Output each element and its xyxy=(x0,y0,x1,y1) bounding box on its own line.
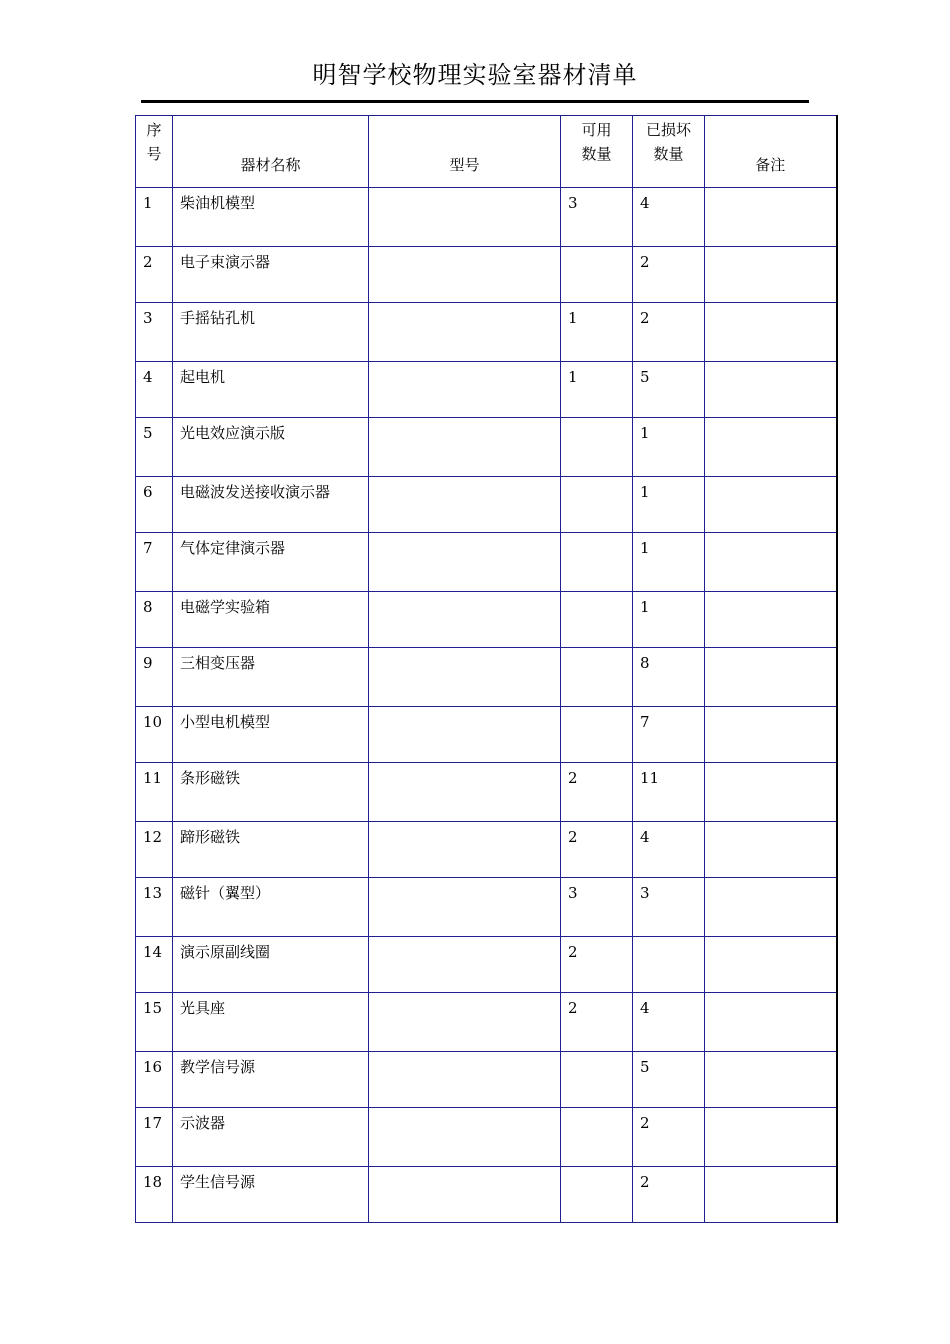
cell-name: 光电效应演示版 xyxy=(173,418,369,477)
cell-remarks xyxy=(705,1167,837,1223)
cell-model xyxy=(369,1167,561,1223)
cell-index: 8 xyxy=(136,592,173,648)
cell-index: 11 xyxy=(136,763,173,822)
cell-index: 10 xyxy=(136,707,173,763)
cell-model xyxy=(369,707,561,763)
cell-available: 3 xyxy=(561,188,633,247)
cell-model xyxy=(369,878,561,937)
cell-damaged: 2 xyxy=(633,303,705,362)
cell-available xyxy=(561,1108,633,1167)
table-row xyxy=(136,763,837,822)
cell-model xyxy=(369,648,561,707)
cell-available: 2 xyxy=(561,993,633,1052)
header-index-line2: 号 xyxy=(146,145,162,163)
table-row xyxy=(136,1167,837,1223)
cell-available xyxy=(561,707,633,763)
cell-available: 2 xyxy=(561,937,633,993)
cell-remarks xyxy=(705,247,837,303)
cell-remarks xyxy=(705,188,837,247)
table-row xyxy=(136,188,837,247)
cell-name: 条形磁铁 xyxy=(173,763,369,822)
cell-remarks xyxy=(705,763,837,822)
cell-available xyxy=(561,247,633,303)
cell-remarks xyxy=(705,1108,837,1167)
table-row xyxy=(136,993,837,1052)
cell-model xyxy=(369,303,561,362)
cell-name: 柴油机模型 xyxy=(173,188,369,247)
cell-available xyxy=(561,648,633,707)
cell-remarks xyxy=(705,1052,837,1108)
cell-model xyxy=(369,477,561,533)
table-row xyxy=(136,533,837,592)
cell-damaged: 3 xyxy=(633,878,705,937)
header-available-line2: 数量 xyxy=(581,145,612,163)
header-damaged xyxy=(633,116,705,188)
cell-available: 1 xyxy=(561,303,633,362)
cell-remarks xyxy=(705,937,837,993)
cell-model xyxy=(369,418,561,477)
cell-model xyxy=(369,763,561,822)
cell-name: 电磁学实验箱 xyxy=(173,592,369,648)
cell-model xyxy=(369,1052,561,1108)
cell-available xyxy=(561,418,633,477)
inventory-table xyxy=(135,115,838,1223)
cell-damaged: 1 xyxy=(633,477,705,533)
table-row xyxy=(136,303,837,362)
cell-available xyxy=(561,533,633,592)
cell-damaged: 4 xyxy=(633,993,705,1052)
cell-available: 2 xyxy=(561,822,633,878)
cell-index: 3 xyxy=(136,303,173,362)
cell-index: 16 xyxy=(136,1052,173,1108)
cell-model xyxy=(369,362,561,418)
cell-damaged: 1 xyxy=(633,418,705,477)
cell-name: 演示原副线圈 xyxy=(173,937,369,993)
header-available xyxy=(561,116,633,188)
cell-index: 5 xyxy=(136,418,173,477)
cell-remarks xyxy=(705,993,837,1052)
cell-remarks xyxy=(705,477,837,533)
cell-damaged: 4 xyxy=(633,188,705,247)
header-name: 器材名称 xyxy=(173,116,369,188)
cell-damaged: 2 xyxy=(633,247,705,303)
cell-model xyxy=(369,1108,561,1167)
title-rule xyxy=(141,100,809,103)
cell-damaged: 4 xyxy=(633,822,705,878)
table-row xyxy=(136,937,837,993)
cell-damaged: 8 xyxy=(633,648,705,707)
cell-index: 6 xyxy=(136,477,173,533)
table-row xyxy=(136,1108,837,1167)
cell-name: 电子束演示器 xyxy=(173,247,369,303)
header-damaged-line2: 数量 xyxy=(653,145,684,163)
cell-name: 光具座 xyxy=(173,993,369,1052)
cell-available xyxy=(561,477,633,533)
cell-name: 小型电机模型 xyxy=(173,707,369,763)
cell-remarks xyxy=(705,592,837,648)
header-index-line1: 序 xyxy=(146,121,162,139)
cell-index: 17 xyxy=(136,1108,173,1167)
cell-index: 12 xyxy=(136,822,173,878)
header-remarks: 备注 xyxy=(705,116,837,188)
cell-available xyxy=(561,1052,633,1108)
cell-index: 1 xyxy=(136,188,173,247)
cell-index: 7 xyxy=(136,533,173,592)
cell-damaged: 1 xyxy=(633,592,705,648)
table-row xyxy=(136,592,837,648)
cell-damaged: 11 xyxy=(633,763,705,822)
cell-model xyxy=(369,937,561,993)
cell-model xyxy=(369,533,561,592)
cell-index: 4 xyxy=(136,362,173,418)
cell-index: 14 xyxy=(136,937,173,993)
page-title: 明智学校物理实验室器材清单 xyxy=(312,61,638,89)
cell-name: 示波器 xyxy=(173,1108,369,1167)
cell-remarks xyxy=(705,362,837,418)
cell-available: 1 xyxy=(561,362,633,418)
cell-available xyxy=(561,1167,633,1223)
cell-remarks xyxy=(705,533,837,592)
cell-model xyxy=(369,188,561,247)
table-row xyxy=(136,477,837,533)
table-row xyxy=(136,247,837,303)
cell-index: 9 xyxy=(136,648,173,707)
cell-index: 2 xyxy=(136,247,173,303)
cell-available: 3 xyxy=(561,878,633,937)
cell-name: 手摇钻孔机 xyxy=(173,303,369,362)
cell-index: 18 xyxy=(136,1167,173,1223)
cell-damaged: 1 xyxy=(633,533,705,592)
cell-damaged: 7 xyxy=(633,707,705,763)
header-index xyxy=(136,116,173,188)
cell-index: 15 xyxy=(136,993,173,1052)
cell-name: 三相变压器 xyxy=(173,648,369,707)
table-row xyxy=(136,418,837,477)
cell-name: 蹄形磁铁 xyxy=(173,822,369,878)
cell-remarks xyxy=(705,878,837,937)
table-row xyxy=(136,648,837,707)
cell-name: 教学信号源 xyxy=(173,1052,369,1108)
cell-available xyxy=(561,592,633,648)
table-row xyxy=(136,1052,837,1108)
cell-index: 13 xyxy=(136,878,173,937)
table-header-row xyxy=(136,116,837,188)
cell-available: 2 xyxy=(561,763,633,822)
cell-name: 电磁波发送接收演示器 xyxy=(173,477,369,533)
table-row xyxy=(136,822,837,878)
cell-model xyxy=(369,247,561,303)
cell-name: 学生信号源 xyxy=(173,1167,369,1223)
cell-damaged: 2 xyxy=(633,1108,705,1167)
cell-model xyxy=(369,592,561,648)
cell-model xyxy=(369,822,561,878)
cell-damaged xyxy=(633,937,705,993)
cell-remarks xyxy=(705,707,837,763)
cell-name: 磁针（翼型） xyxy=(173,878,369,937)
header-model: 型号 xyxy=(369,116,561,188)
cell-damaged: 5 xyxy=(633,1052,705,1108)
cell-model xyxy=(369,993,561,1052)
cell-remarks xyxy=(705,822,837,878)
header-damaged-line1: 已损坏 xyxy=(645,121,691,139)
cell-remarks xyxy=(705,418,837,477)
table-row xyxy=(136,707,837,763)
cell-damaged: 5 xyxy=(633,362,705,418)
cell-remarks xyxy=(705,648,837,707)
cell-remarks xyxy=(705,303,837,362)
cell-damaged: 2 xyxy=(633,1167,705,1223)
cell-name: 气体定律演示器 xyxy=(173,533,369,592)
table-row xyxy=(136,362,837,418)
cell-name: 起电机 xyxy=(173,362,369,418)
header-available-line1: 可用 xyxy=(581,121,612,139)
table-row xyxy=(136,878,837,937)
